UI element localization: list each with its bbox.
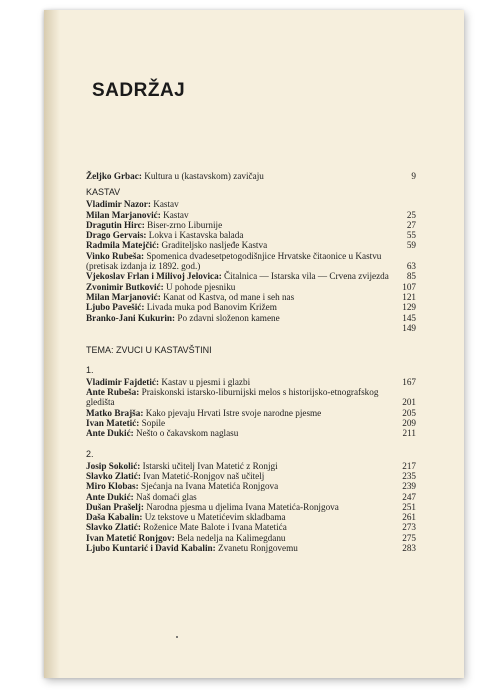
entry-author: Dušan Prašelj: [86,501,144,512]
toc-entry [86,210,416,220]
entry-author: Vladimir Nazor: [86,199,151,210]
entry-author: Radmila Matejčić: [86,240,160,251]
entry-author: Slavko Zlatić: [86,470,141,481]
entry-author: Milan Marjanović: [86,291,161,302]
toc-section [86,345,416,355]
entry-title: Uz tekstove u Matetićevim skladbama [144,512,286,523]
toc-entry [86,313,416,323]
entry-page-number: 9 [411,171,416,181]
entry-author: Ante Dukić: [86,491,134,502]
entry-page-number: 121 [402,291,416,302]
entry-page-number: 247 [402,491,416,502]
entry-page-number: 273 [402,522,416,533]
entry-title: Graditeljsko nasljeđe Kastva [161,240,268,251]
toc-entry [86,377,416,387]
entry-author: Vladimir Fajdetić: [86,376,160,387]
entry-page-number: 55 [406,230,416,241]
entry-author: Drago Gervais: [86,230,147,241]
entry-title: Narodna pjesma u djelima Ivana Matetića-Ronjgova [146,501,339,512]
entry-author: Matko Brajša: [86,407,144,418]
entry-author: Ljubo Pavešić: [86,302,145,313]
section-heading: 2. [86,448,94,459]
toc-entry [86,292,416,302]
toc-entry [86,220,416,230]
entry-page-number: 167 [402,376,416,387]
entry-title: Čitalnica — Istarska vila — Crvena zvijezda [224,271,389,282]
toc-section [86,449,416,554]
toc-entry [86,543,416,553]
toc-entry [86,271,416,281]
entry-title: Bela nedelja na Kalimegdanu [177,532,286,543]
entry-page-number: 63 [406,261,416,272]
entry-title: Nešto o čakavskom naglasu [136,428,239,439]
entry-page-number: 251 [402,501,416,512]
entry-author: Zvonimir Butković: [86,281,164,292]
toc-entry [86,240,416,250]
entry-author: Ante Rubeša: [86,387,140,398]
toc-section [86,365,416,439]
entry-author: Ljubo Kuntarić i David Kabalin: [86,543,216,554]
section-heading: TEMA: ZVUCI U KASTAVŠTINI [86,344,212,355]
toc-entry [86,251,416,272]
entry-title: Kanat od Kastva, od mane i seh nas [163,291,295,302]
entry-page-number: 211 [402,428,416,439]
page-mark [176,636,178,638]
entry-title: Kako pjevaju Hrvati Istre svoje narodne pjesme [145,407,322,418]
entry-page-number: 217 [402,460,416,471]
entry-page-number: 107 [402,281,416,292]
entry-author: Vinko Rubeša: [86,250,145,261]
entry-page-number: 283 [402,543,416,554]
entry-title: Biser-zrno Liburnije [147,219,223,230]
toc-entry [86,302,416,312]
entry-title: Ivan Matetić-Ronjgov naš učitelj [143,470,265,481]
entry-title: Naš domaći glas [136,491,197,502]
section-heading: 1. [86,364,94,375]
toc-entry [86,522,416,532]
entry-title: Sjećanja na Ivana Matetića Ronjgova [140,481,279,492]
entry-page-number: 239 [402,481,416,492]
entry-title: Kastav u pjesmi i glazbi [161,376,251,387]
toc-entry [86,171,416,181]
entry-title: Istarski učitelj Ivan Matetić z Ronjgi [142,460,278,471]
toc-entry [86,533,416,543]
table-of-contents [86,165,416,553]
toc-entry [86,230,416,240]
entry-title: Kastav [163,209,189,220]
entry-page-number: 27 [406,219,416,230]
entry-page-number: 129 [402,302,416,313]
entry-author: Josip Sokolić: [86,460,141,471]
page-spine-shadow [44,10,60,678]
entry-title: Livada muka pod Banovim Križem [146,302,277,313]
entry-page-number: 261 [402,512,416,523]
entry-author: Ivan Matetić: [86,418,140,429]
toc-entry [86,512,416,522]
entry-title: Kastav [153,199,179,210]
entry-title: Roženice Mate Balote i Ivana Matetića [143,522,287,533]
entry-page-number: 149 [402,322,416,333]
toc-entry [86,387,416,408]
entry-author: Dragutin Hirc: [86,219,145,230]
entry-page-number: 145 [402,312,416,323]
entry-author: Slavko Zlatić: [86,522,141,533]
page-title: SADRŽAJ [92,80,186,101]
entry-page-number: 205 [402,407,416,418]
toc-entry [86,481,416,491]
entry-page-number: 275 [402,532,416,543]
entry-page-number: 209 [402,418,416,429]
toc-entry [86,471,416,481]
section-heading: KASTAV [86,187,121,198]
toc-entry [86,408,416,418]
toc-entry [86,502,416,512]
toc-entry [86,282,416,292]
entry-title: Spomenica dvadesetpetogodišnjice Hrvatske čitaonice u Kastvu (pretisak izdanja iz 1892. god.) [86,250,382,272]
entry-page-number: 235 [402,470,416,481]
entry-title: Sopile [141,418,166,429]
entry-title: Kultura u (kastavskom) zavičaju [144,171,264,181]
entry-page-number: 85 [406,271,416,282]
entry-author: Milan Marjanović: [86,209,161,220]
entry-page-number: 25 [406,209,416,220]
entry-author: Ante Dukić: [86,428,134,439]
toc-section [86,171,416,181]
entry-author: Željko Grbac: [86,171,142,181]
toc-entry [86,428,416,438]
toc-entry [86,461,416,471]
entry-author: Miro Klobas: [86,481,139,492]
entry-author: Branko-Jani Kukurin: [86,312,176,323]
toc-entry [86,199,416,209]
toc-entry [86,323,416,333]
entry-title: U pohode pjesniku [165,281,236,292]
entry-page-number: 59 [406,240,416,251]
toc-entry [86,492,416,502]
entry-author: Ivan Matetić Ronjgov: [86,532,175,543]
entry-title: Po zdavni složenon kamene [177,312,280,323]
entry-author: Daša Kabalin: [86,512,143,523]
toc-section [86,187,416,333]
entry-page-number: 201 [402,397,416,408]
entry-title: Praiskonski istarsko-liburnijski melos s historijsko-etnografskog gledišta [86,387,379,408]
entry-author: Vjekoslav Frlan i Milivoj Jelovica: [86,271,222,282]
toc-entry [86,418,416,428]
entry-title: Zvanetu Ronjgovemu [217,543,298,554]
entry-title: Lokva i Kastavska balada [148,230,244,241]
